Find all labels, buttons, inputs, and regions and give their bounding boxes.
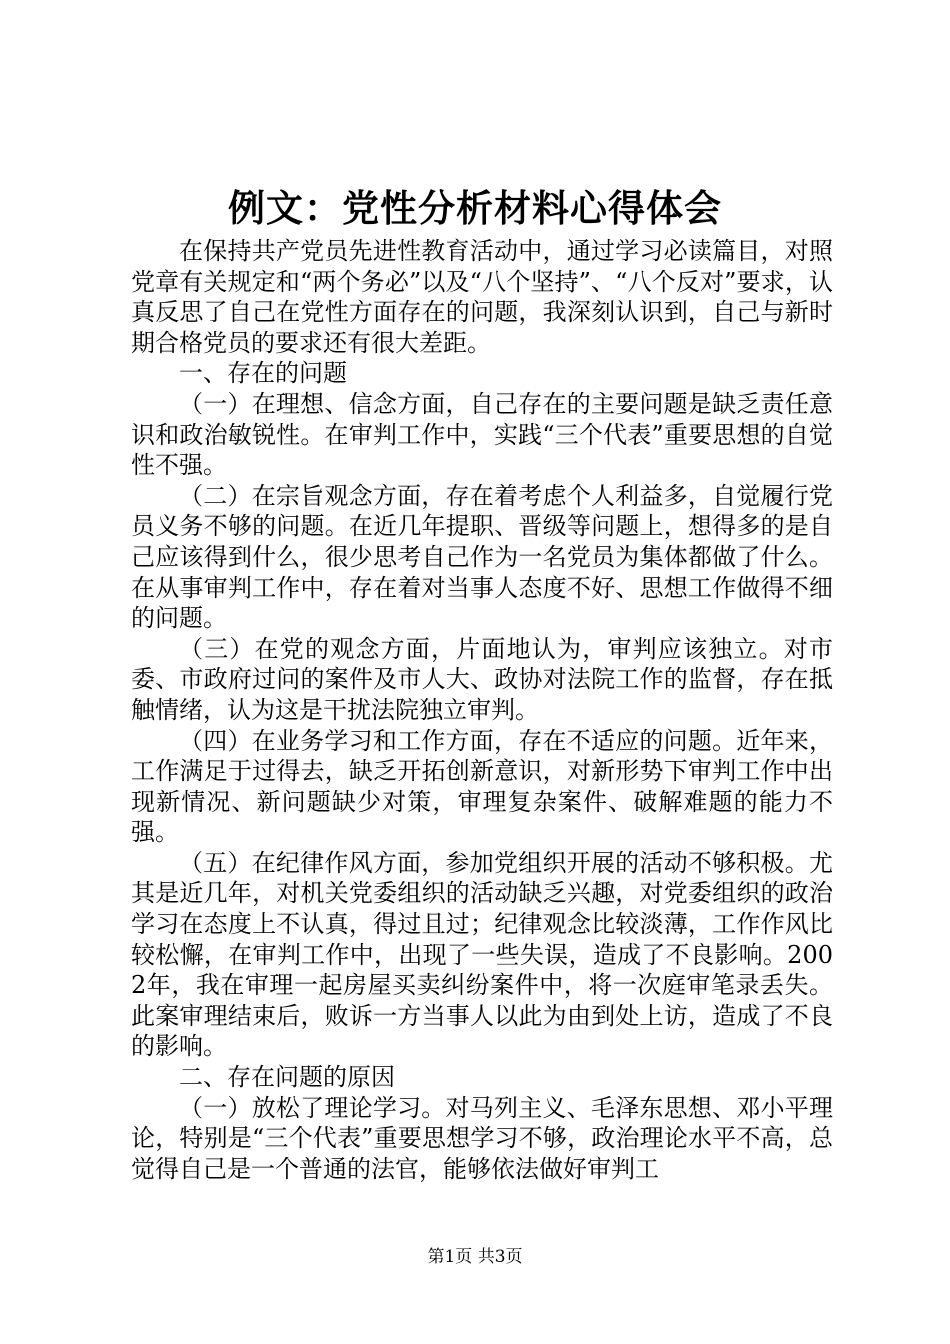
document-title: 例文：党性分析材料心得体会 bbox=[228, 186, 722, 230]
section-heading-causes: 二、存在问题的原因 bbox=[179, 1063, 395, 1092]
paragraph-intro: 在保持共产党员先进性教育活动中，通过学习必读篇目，对照党章有关规定和“两个务必”以及“八个坚持”、“八个反对”要求，认真反思了自己在党性方面存在的问题，我深刻认识到，自己与新时期合格党员的要求还有很大差距。 bbox=[131, 237, 833, 357]
paragraph-problem-1: （一）在理想、信念方面，自己存在的主要问题是缺乏责任意识和政治敏锐性。在审判工作中，实践“三个代表”重要思想的自觉性不强。 bbox=[131, 389, 833, 480]
paragraph-cause-1: （一）放松了理论学习。对马列主义、毛泽东思想、邓小平理论，特别是“三个代表”重要思想学习不够，政治理论水平不高，总觉得自己是一个普通的法官，能够依法做好审判工 bbox=[131, 1093, 833, 1183]
page-number: 第1页 共3页 bbox=[427, 1247, 523, 1267]
paragraph-problem-4: （四）在业务学习和工作方面，存在不适应的问题。近年来，工作满足于过得去，缺乏开拓创新意识，对新形势下审判工作中出现新情况、新问题缺少对策，审理复杂案件、破解难题的能力不强。 bbox=[131, 726, 833, 847]
paragraph-problem-2: （二）在宗旨观念方面，存在着考虑个人利益多，自觉履行党员义务不够的问题。在近几年提职、晋级等问题上，想得多的是自己应该得到什么，很少思考自己作为一名党员为集体都做了什么。在从事审判工作中，存在着对当事人态度不好、思想工作做得不细的问题。 bbox=[131, 481, 833, 633]
paragraph-problem-3: （三）在党的观念方面，片面地认为，审判应该独立。对市委、市政府过问的案件及市人大、政协对法院工作的监督，存在抵触情绪，认为这是干扰法院独立审判。 bbox=[131, 634, 833, 724]
section-heading-problems: 一、存在的问题 bbox=[179, 359, 347, 388]
paragraph-problem-5: （五）在纪律作风方面，参加党组织开展的活动不够积极。尤其是近几年，对机关党委组织的活动缺乏兴趣，对党委组织的政治学习在态度上不认真，得过且过；纪律观念比较淡薄，工作作风比较松懈，在审判工作中，出现了一些失误，造成了不良影响。2002年，我在审理一起房屋买卖纠纷案件中，将一次庭审笔录丢失。此案审理结束后，败诉一方当事人以此为由到处上访，造成了不良的影响。 bbox=[131, 848, 833, 1061]
document-body bbox=[131, 236, 833, 1184]
